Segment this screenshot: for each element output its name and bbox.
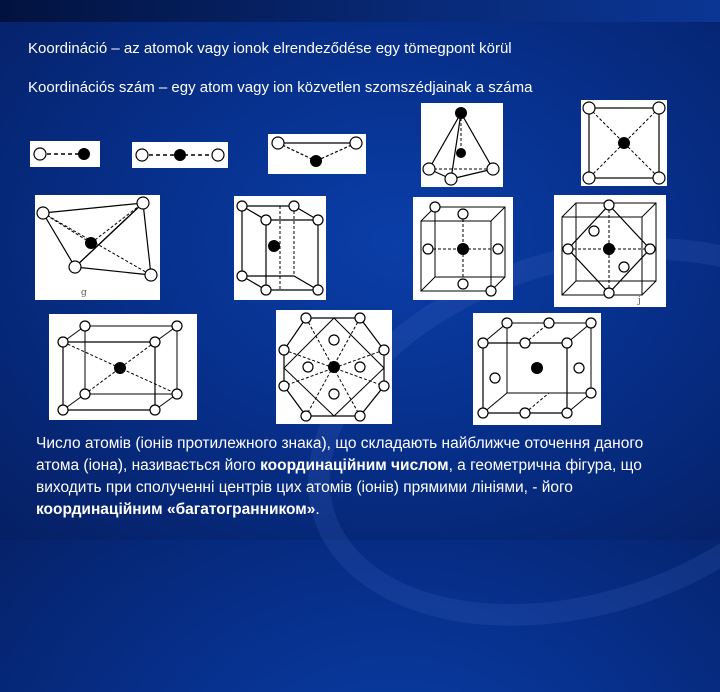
top-bar xyxy=(0,0,720,22)
caption-term-polyhedron: координаційним «багатогранником» xyxy=(36,501,316,518)
figure-cn4-tetrahedron xyxy=(421,103,503,187)
caption-text xyxy=(36,433,686,521)
figure-cn6-octahedron-cube xyxy=(554,195,666,307)
caption-part-3: . xyxy=(315,501,320,518)
figure-cn6-octahedron xyxy=(413,197,513,300)
figure-label-g: g xyxy=(81,288,87,298)
figure-cn1 xyxy=(30,141,100,167)
figure-cn12-cube xyxy=(473,313,601,425)
heading-coordination-number: Koordinációs szám – egy atom vagy ion közvetlen szomszédjainak a száma xyxy=(28,79,533,96)
caption-part-2: , а геометрична фігура, що виходить при сполученні центрів цих атомів (іонів) прямими лініями, - його xyxy=(36,457,642,496)
heading-coordination: Koordináció – az atomok vagy ionok elrendeződése egy tömegpont körül xyxy=(28,40,512,57)
figure-cn2-angular xyxy=(268,134,366,174)
figure-cn2-linear xyxy=(132,142,228,168)
caption-term-coordination-number: координаційним числом xyxy=(260,457,449,474)
figure-cn8-cube xyxy=(49,314,197,420)
figure-cn6-prism xyxy=(234,196,326,300)
caption-part-1: Число атомів (іонів протилежного знака), що складають найближче оточення даного атома (іона), називається його xyxy=(36,435,644,474)
figure-cn12-cuboctahedron xyxy=(276,310,392,424)
figure-label-j: j xyxy=(638,296,641,306)
figure-cn5-bipyramid xyxy=(35,195,160,300)
figure-cn4-square xyxy=(581,100,667,186)
